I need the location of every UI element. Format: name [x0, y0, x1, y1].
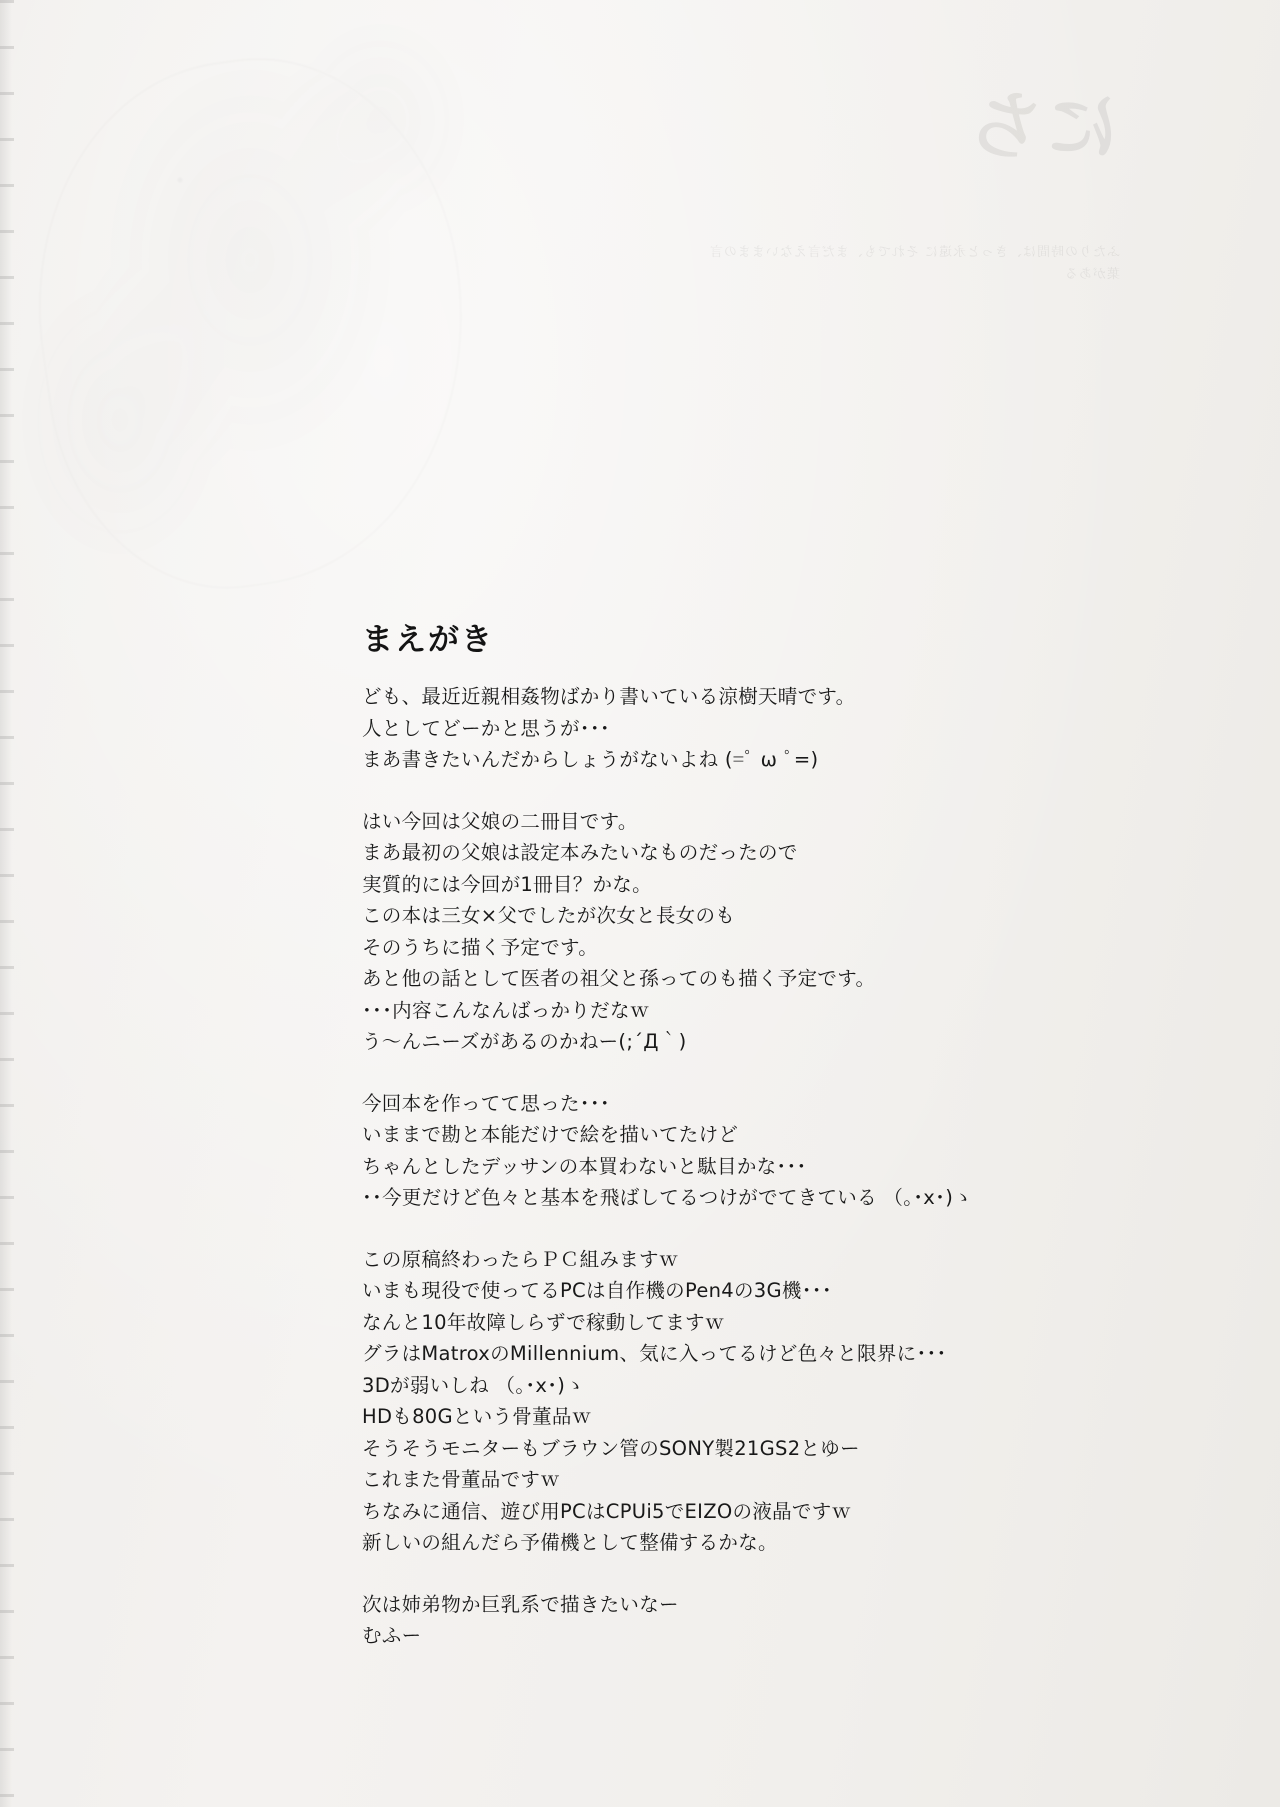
text-line: 実質的には今回が1冊目？かな。 — [362, 872, 652, 896]
text-line: まあ最初の父娘は設定本みたいなものだったので — [362, 841, 798, 864]
text-line: ども、最近近親相姦物ばかり書いている涼樹天晴です。 — [362, 685, 856, 708]
text-line: あと他の話として医者の祖父と孫ってのも描く予定です。 — [362, 967, 876, 990]
ghost-title-bleedthrough — [700, 84, 1120, 320]
text-line: 人としてどーかと思うが･･･ — [362, 716, 610, 740]
text-line: この本は三女×父でしたが次女と長女のも — [362, 904, 736, 927]
ghost-cover-artwork — [0, 0, 620, 700]
page-title: まえがき — [362, 622, 494, 658]
afterword-content — [362, 614, 1162, 1652]
paragraph-closing — [362, 1589, 1162, 1652]
paragraph-series-notes — [362, 806, 1162, 1058]
text-line: この原稿終わったらＰＣ組みますｗ — [362, 1247, 679, 1271]
scan-edge-marks — [0, 0, 14, 1807]
ghost-title-big-text: にち — [964, 84, 1120, 170]
text-line: ちなみに通信、遊び用PCはCPUi5でEIZOの液晶ですｗ — [362, 1499, 852, 1523]
ghost-title-small-text: ふたりの時間は、きっと永遠に それでも、まだ言えないままの言葉がある — [708, 245, 1120, 283]
text-line: むふー — [362, 1624, 422, 1647]
text-line: 次は姉弟物か巨乳系で描きたいなー — [362, 1592, 679, 1616]
text-line: いまも現役で使ってるPCは自作機のPen4の3G機･･･ — [362, 1279, 832, 1302]
text-line: グラはMatroxのMillennium、気に入ってるけど色々と限界に･･･ — [362, 1342, 947, 1365]
text-line: いままで勘と本能だけで絵を描いてたけど — [362, 1123, 739, 1146]
text-line: そのうちに描く予定です。 — [362, 935, 599, 959]
text-line: ･･･内容こんなんばっかりだなｗ — [362, 998, 650, 1022]
text-line: はい今回は父娘の二冊目です。 — [362, 809, 638, 833]
text-line: そうそうモニターもブラウン管のSONY製21GS2とゆー — [362, 1436, 860, 1460]
text-line: HDも80Gという骨董品ｗ — [362, 1405, 592, 1428]
text-line: なんと10年故障しらずで稼動してますｗ — [362, 1310, 725, 1334]
text-line: 新しいの組んだら予備機として整備するかな。 — [362, 1531, 778, 1554]
text-line: う～んニーズがあるのかねー(;´Д｀) — [362, 1030, 687, 1053]
text-line: これまた骨董品ですｗ — [362, 1468, 561, 1491]
text-line: 3Dが弱いしね （｡･x･)ゝ — [362, 1373, 586, 1397]
text-line: 今回本を作ってて思った･･･ — [362, 1091, 610, 1115]
text-line: ･･今更だけど色々と基本を飛ばしてるつけがでてきている （｡･x･)ゝ — [362, 1186, 973, 1209]
paragraph-intro — [362, 681, 1162, 776]
text-line: ちゃんとしたデッサンの本買わないと駄目かな･･･ — [362, 1154, 807, 1178]
text-line: まあ書きたいんだからしょうがないよね (=ﾟ ω ﾟ=) — [362, 748, 819, 771]
paragraph-pc-notes — [362, 1244, 1162, 1559]
paragraph-drawing-notes — [362, 1088, 1162, 1214]
